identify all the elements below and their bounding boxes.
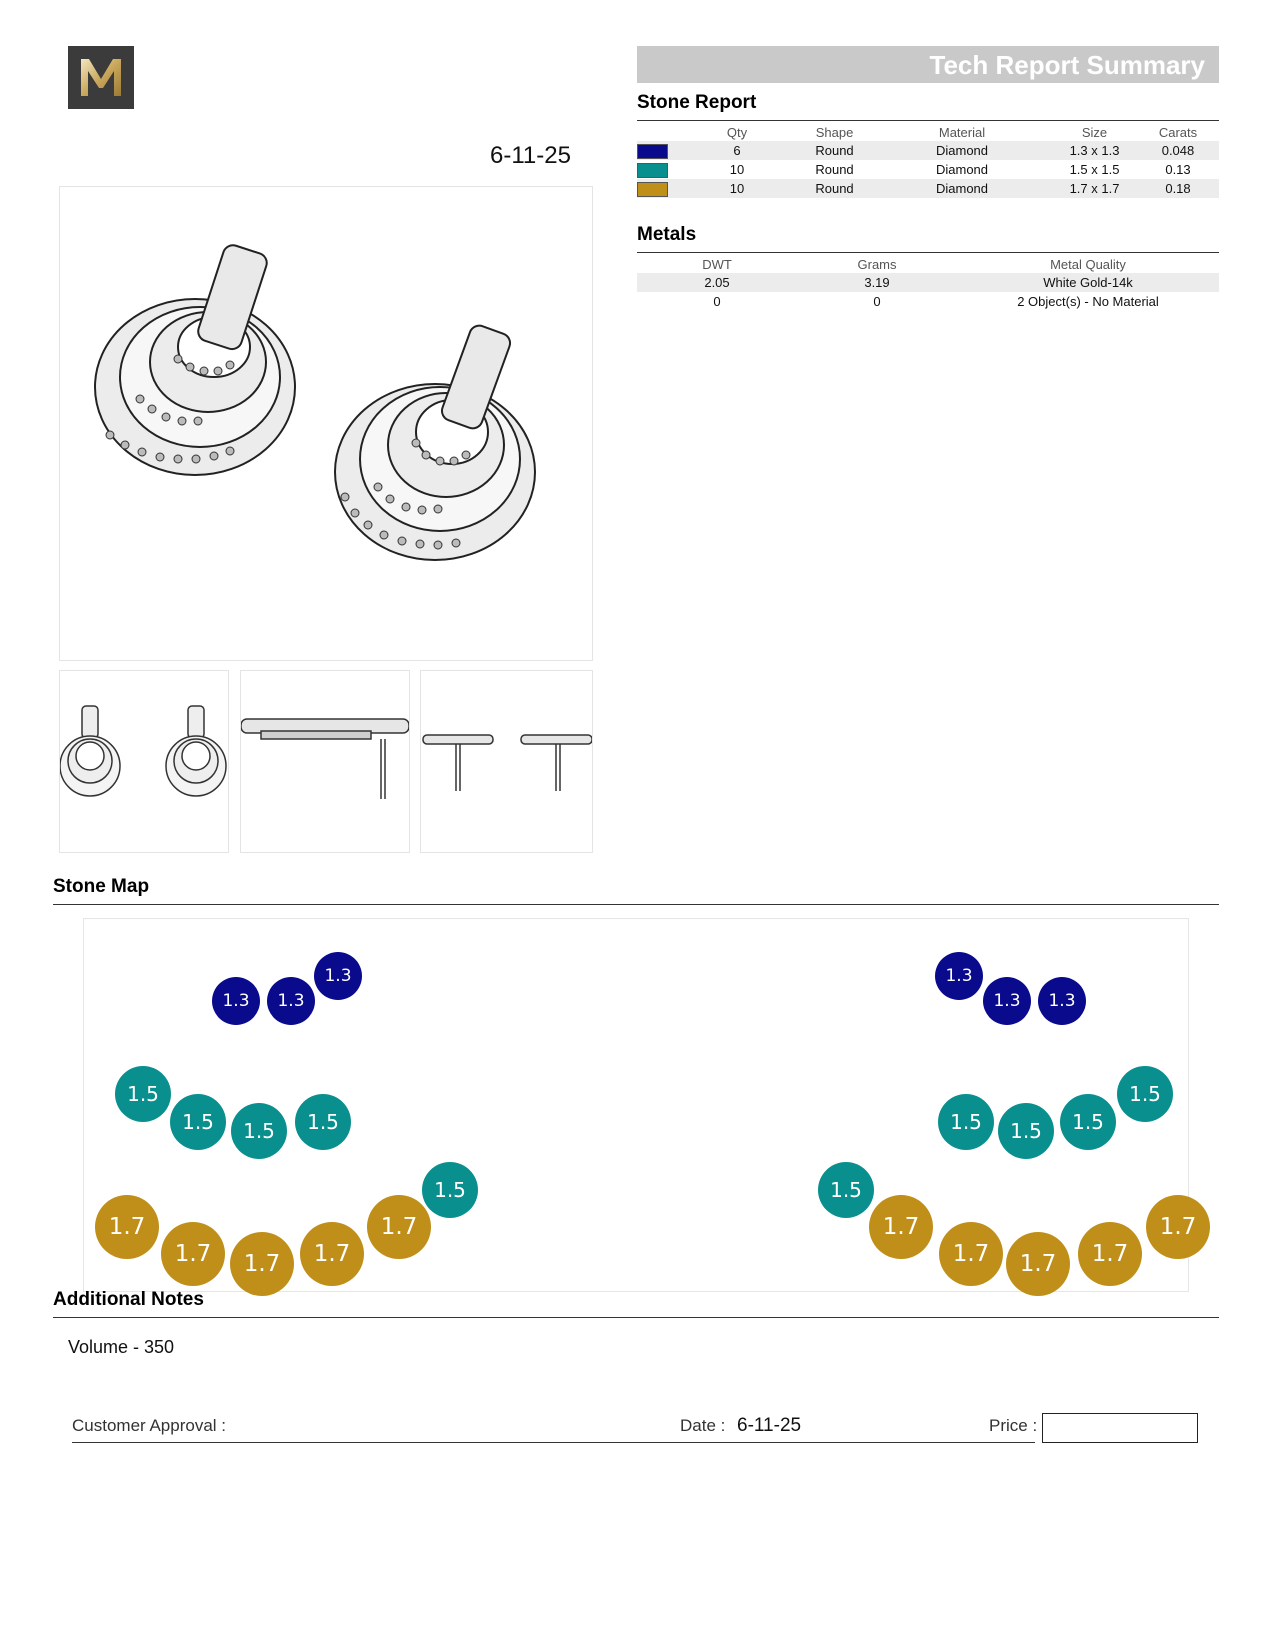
thumbnail-profile-views[interactable] [420, 670, 593, 853]
stone-teal: 1.5 [818, 1162, 874, 1218]
stone-teal: 1.5 [998, 1103, 1054, 1159]
stone-blue: 1.3 [314, 952, 362, 1000]
stone-report-header-row [637, 123, 1219, 141]
color-swatch [637, 163, 668, 178]
grams-cell: 3.19 [797, 273, 957, 292]
stone-gold: 1.7 [230, 1232, 294, 1296]
stone-map-canvas [83, 918, 1197, 1292]
report-title: Tech Report Summary [929, 50, 1205, 80]
material-cell: Diamond [872, 179, 1052, 198]
stone-teal: 1.5 [170, 1094, 226, 1150]
stone-blue: 1.3 [983, 977, 1031, 1025]
quality-cell: 2 Object(s) - No Material [1017, 294, 1159, 309]
stone-gold: 1.7 [1006, 1232, 1070, 1296]
stone-teal: 1.5 [938, 1094, 994, 1150]
column-header: Qty [726, 124, 748, 140]
size-cell: 1.7 x 1.7 [1052, 179, 1137, 198]
quality-cell: White Gold-14k [957, 273, 1219, 292]
thumbnail-front-view[interactable] [59, 670, 229, 853]
color-swatch [637, 182, 668, 197]
column-header: DWT [702, 256, 732, 272]
column-header: Material [938, 124, 986, 140]
stone-teal: 1.5 [295, 1094, 351, 1150]
size-cell: 1.3 x 1.3 [1052, 141, 1137, 160]
stone-gold: 1.7 [1078, 1222, 1142, 1286]
stone-gold: 1.7 [869, 1195, 933, 1259]
metals-header-row [637, 255, 1219, 273]
size-cell: 1.5 x 1.5 [1069, 162, 1120, 177]
stone-blue: 1.3 [267, 977, 315, 1025]
material-cell: Diamond [935, 162, 989, 177]
notes-heading: Additional Notes [53, 1289, 204, 1310]
price-label: Price : [989, 1416, 1038, 1435]
customer-approval-label: Customer Approval : [72, 1416, 227, 1435]
grams-cell: 0 [873, 294, 881, 309]
notes-rule [53, 1317, 1219, 1318]
stone-blue: 1.3 [935, 952, 983, 1000]
metals-heading: Metals [637, 224, 697, 245]
column-header: Grams [857, 256, 897, 272]
stone-teal: 1.5 [1060, 1094, 1116, 1150]
company-logo [68, 46, 134, 109]
stone-teal: 1.5 [422, 1162, 478, 1218]
metals-rule [637, 252, 1219, 253]
column-header: Shape [815, 124, 854, 140]
stone-gold: 1.7 [367, 1195, 431, 1259]
stone-map-rule [53, 904, 1219, 905]
column-header: Carats [1158, 124, 1198, 140]
shape-cell: Round [797, 141, 872, 160]
color-swatch [637, 144, 668, 159]
table-row [637, 273, 1219, 292]
table-row [637, 141, 1219, 160]
stone-report-rule [637, 120, 1219, 121]
material-cell: Diamond [872, 141, 1052, 160]
date-label: Date : [680, 1416, 726, 1435]
dwt-cell: 2.05 [637, 273, 797, 292]
table-row [637, 179, 1219, 198]
stone-report-table [637, 123, 1219, 198]
column-header: Metal Quality [1050, 256, 1126, 272]
title-bar [637, 46, 1219, 83]
report-date: 6-11-25 [490, 142, 571, 169]
stone-teal: 1.5 [115, 1066, 171, 1122]
table-row [637, 160, 1219, 179]
carats-cell: 0.18 [1137, 179, 1219, 198]
main-render-image [59, 186, 593, 661]
left-earring-drawing [95, 243, 295, 475]
stone-gold: 1.7 [1146, 1195, 1210, 1259]
stone-teal: 1.5 [231, 1103, 287, 1159]
qty-cell: 10 [729, 162, 745, 177]
approval-date-value: 6-11-25 [737, 1415, 802, 1436]
stone-map-heading: Stone Map [53, 876, 150, 897]
stone-blue: 1.3 [212, 977, 260, 1025]
qty-cell: 6 [677, 141, 797, 160]
notes-text: Volume - 350 [68, 1337, 175, 1357]
dwt-cell: 0 [713, 294, 721, 309]
signature-line [72, 1442, 1035, 1443]
thumbnail-side-view[interactable] [240, 670, 410, 853]
stone-gold: 1.7 [95, 1195, 159, 1259]
carats-cell: 0.048 [1137, 141, 1219, 160]
shape-cell: Round [815, 162, 854, 177]
column-header: Size [1081, 124, 1108, 140]
stone-report-heading: Stone Report [637, 92, 757, 113]
price-input[interactable] [1042, 1413, 1198, 1443]
stone-gold: 1.7 [300, 1222, 364, 1286]
shape-cell: Round [797, 179, 872, 198]
stone-gold: 1.7 [161, 1222, 225, 1286]
stone-gold: 1.7 [939, 1222, 1003, 1286]
metals-table [637, 255, 1219, 311]
stone-blue: 1.3 [1038, 977, 1086, 1025]
carats-cell: 0.13 [1165, 162, 1191, 177]
qty-cell: 10 [677, 179, 797, 198]
table-row [637, 292, 1219, 311]
stone-teal: 1.5 [1117, 1066, 1173, 1122]
